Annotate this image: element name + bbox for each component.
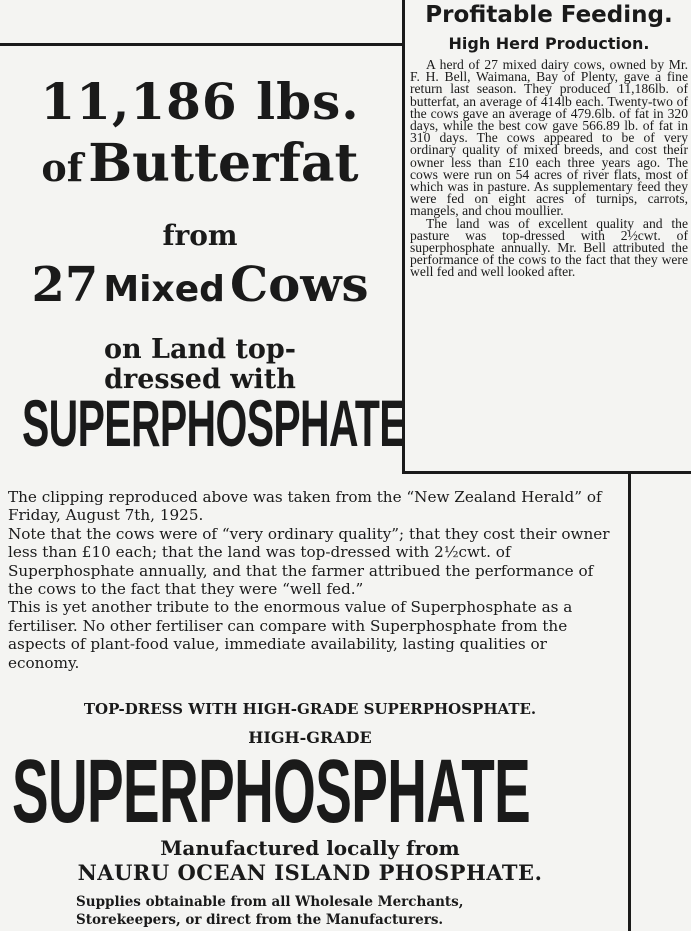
headline-amount: 11,186 lbs. — [40, 72, 360, 131]
footer-top-dress: TOP-DRESS WITH HIGH-GRADE SUPERPHOSPHATE. — [83, 700, 537, 718]
headline-land-line-2: dressed with — [104, 364, 296, 395]
top-left-rule — [0, 43, 404, 46]
body-copy — [8, 488, 618, 672]
body-paragraph-2: Note that the cows were of “very ordinary quality”; that they cost their owner less than £10 each; that the land was top-dressed with 2½cwt. of Superphosphate annually, and that the farmer attribued the performance of the cows to the fact that they were “well fed.” — [8, 524, 610, 599]
clipping-paragraph-2: The land was of excellent quality and the pasture was top-dressed with 2½cwt. of superphosphate annually. Mr. Bell attributed the performance of the cows to the fact that they were well fed and well looked after. — [410, 215, 688, 280]
newspaper-clipping — [410, 0, 688, 468]
headline-of: of — [41, 145, 84, 190]
headline — [0, 70, 400, 395]
footer-product: SUPERPHOSPHATE — [12, 742, 531, 842]
headline-from: from — [162, 219, 238, 252]
footer-supplies-line-2: Storekeepers, or direct from the Manufacturers. — [76, 912, 444, 928]
clipping-bottom-border — [402, 471, 691, 474]
body-paragraph-3: This is yet another tribute to the enormous value of Superphosphate as a fertiliser. No other fertiliser can compare with Superphosphate from the aspects of plant-food value, immediate availability, lasting qualities or economy. — [8, 598, 573, 672]
headline-butterfat: Butterfat — [88, 133, 359, 194]
footer-high-grade: HIGH-GRADE — [248, 728, 372, 747]
clipping-paragraph-1: A herd of 27 mixed dairy cows, owned by Mr. F. H. Bell, Waimana, Bay of Plenty, gave a fine return last season. They produced 11,186lb. of butterfat, an average of 414lb each. Twenty-two of the cows gave an average of 479.6lb. of fat in 320 days, while the best cow gave 566.89 lb. of fat in 310 days. The cows appeared to be of very ordinary quality of mixed breeds, and cost their owner less than £10 each three years ago. The cows were run on 54 acres of river flats, most of which was in pasture. As supplementary feed they were fed on eight acres of turnips, carrots, mangels, and chou moullier. — [410, 57, 688, 219]
headline-product: SUPERPHOSPHATE — [22, 386, 406, 460]
headline-cows: Cows — [230, 257, 369, 313]
headline-land-line-1: on Land top- — [104, 334, 296, 365]
footer-source: NAURU OCEAN ISLAND PHOSPHATE. — [77, 860, 543, 885]
clipping-title: Profitable Feeding. — [425, 2, 673, 28]
body-paragraph-1: The clipping reproduced above was taken from the “New Zealand Herald” of Friday, August 7th, 1925. — [8, 488, 602, 525]
headline-mixed: Mixed — [103, 269, 225, 310]
footer-manufactured: Manufactured locally from — [160, 836, 460, 860]
clipping-subtitle: High Herd Production. — [448, 34, 650, 53]
headline-cows-number: 27 — [31, 257, 99, 313]
footer-supplies-line-1: Supplies obtainable from all Wholesale Merchants, — [76, 894, 464, 910]
right-border — [628, 474, 631, 931]
